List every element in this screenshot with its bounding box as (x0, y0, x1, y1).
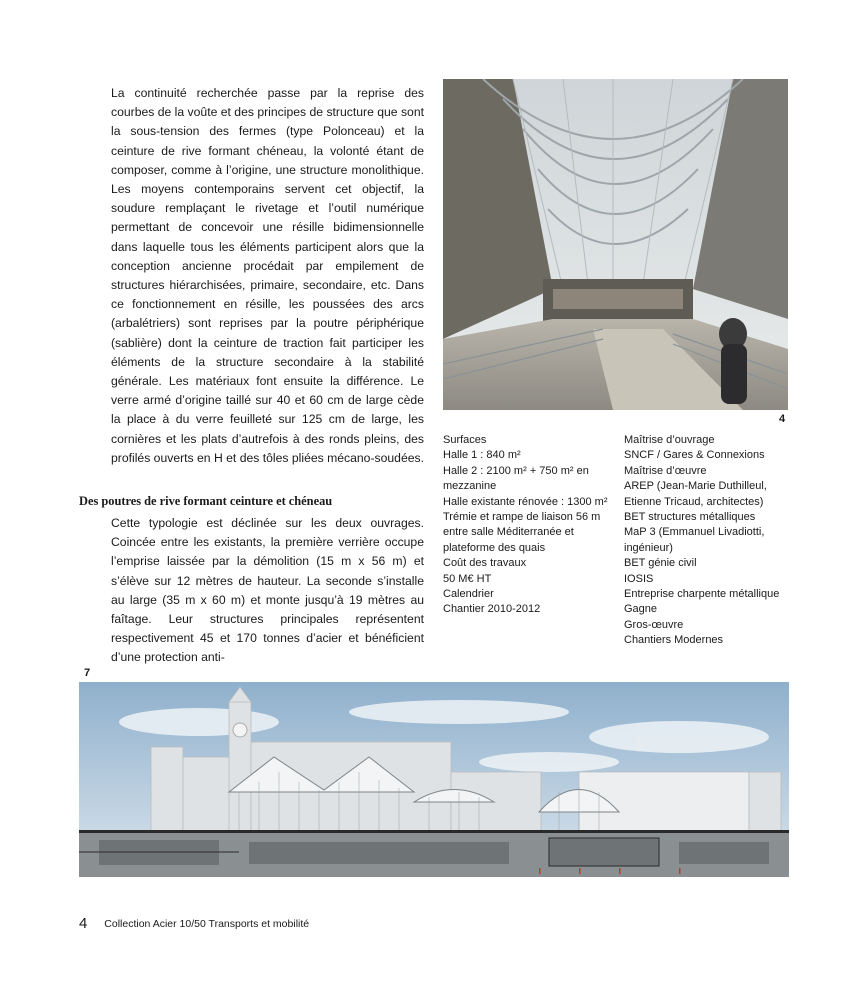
credits-right-text: Maîtrise d’ouvrage SNCF / Gares & Connexions Maîtrise d’œuvre AREP (Jean-Marie Duthilleul, Etienne Tricaud, architectes) BET structures métalliques MaP 3 (Emmanuel Livadiotti, ingénieur) BET génie civil IOSIS Entreprise charpente métallique Gagne Gros-œuvre Chantiers Modernes (624, 434, 780, 647)
credits-left-text: Surfaces Halle 1 : 840 m² Halle 2 : 2100 m² + 750 m² en mezzanine Halle existante rénovée : 1300 m² Trémie et rampe de liaison 56 m entre salle Méditerranée et plateforme des quais Coût des travaux 50 M€ HT Calendrier Chantier 2010-2012 (443, 434, 608, 616)
figure-4-number: 4 (779, 413, 786, 425)
section-subheading: Des poutres de rive formant ceinture et chéneau (79, 494, 333, 508)
figure-7-number: 7 (84, 667, 91, 679)
page-footer (79, 915, 309, 932)
page-number: 4 (79, 915, 88, 932)
station-section-drawing (79, 682, 789, 877)
body-text-column-2 (111, 514, 424, 668)
station-hall-photo (443, 79, 788, 410)
collection-title: Collection Acier 10/50 Transports et mobilité (104, 918, 310, 930)
body-paragraph-2: Cette typologie est déclinée sur les deux ouvrages. Coincée entre les existants, la première verrière occupe l’emprise laissée par la démolition (15 m x 56 m) et s’élève sur 12 mètres de hauteur. La seconde s’installe au large (35 m x 60 m) et monte jusqu’à 19 mètres au faîtage. Leur structures principales représentent respectivement 45 et 170 tonnes d’acier et bénéficient d’une protection anti- (111, 516, 424, 665)
credits-left-column (443, 433, 613, 618)
body-paragraph-1: La continuité recherchée passe par la reprise des courbes de la voûte et des principes de structure que sont la sous-tension des fermes (type Polonceau) et la ceinture de rive formant chéneau, la volonté étant de composer, comme à l’origine, une structure monolithique. Les moyens contemporains servent cet objectif, la soudure remplaçant le rivetage et l’outil numérique permettant de concevoir une résille bidimensionnelle dans laquelle tous les éléments participent alors que la conception ancienne procédait par empilement de structures hiérarchisées, primaire, secondaire, etc. Dans ce fonctionnement en résille, les poussées des arcs (arbalétriers) sont reprises par la poutre périphérique (sablière) dont la ceinture de traction fait participer les éléments de la structure secondaire à la stabilité générale. Les matériaux font ensuite la différence. Le verre armé d’origine taillé sur 40 et 60 cm de large cède la place à du verre feuilleté sur 125 cm de large, les cornières et les plats d’autrefois à des ronds pleins, des profilés ouverts en H et des tôles pliées mécano-soudées. (111, 86, 425, 465)
body-text-column (111, 84, 424, 468)
credits-right-column (624, 433, 794, 649)
